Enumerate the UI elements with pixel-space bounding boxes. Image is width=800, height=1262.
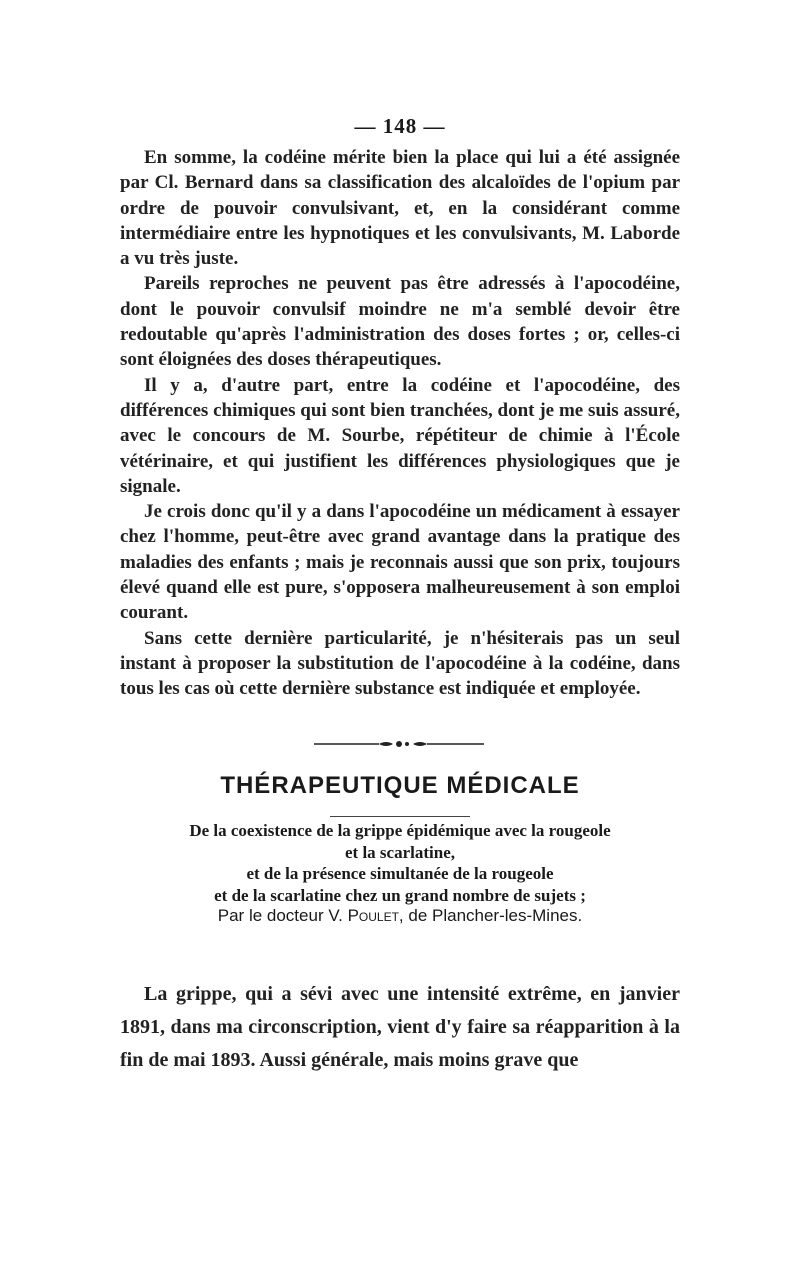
article-title-line-3: et de la présence simultanée de la rougeole — [246, 864, 554, 883]
byline — [0, 906, 800, 926]
body-text — [120, 145, 680, 702]
article-body — [120, 978, 680, 1077]
ornamental-divider — [314, 738, 484, 750]
paragraph-2: Pareils reproches ne peuvent pas être adressés à l'apocodéine, dont le pouvoir convulsif moindre ne m'a semblé devoir être redoutable qu'après l'administration des doses fortes ; or, celles-ci sont éloignées des doses thérapeutiques. — [120, 273, 680, 371]
article-title — [115, 820, 685, 906]
article-title-line-4: et de la scarlatine chez un grand nombre de sujets ; — [214, 885, 586, 905]
paragraph-5: Sans cette dernière particularité, je n'hésiterais pas un seul instant à proposer la substitution de l'apocodéine à la codéine, dans tous les cas où cette dernière substance est indiquée et employée. — [120, 627, 680, 700]
article-title-line-1: De la coexistence de la grippe épidémique avec la rougeole — [189, 821, 611, 840]
byline-prefix: Par le docteur V. — [217, 906, 343, 925]
page-number: — 148 — — [354, 114, 446, 138]
title-rule — [330, 816, 470, 817]
byline-suffix: , de Plancher-les-Mines. — [398, 906, 583, 925]
paragraph-1: En somme, la codéine mérite bien la place qui lui a été assignée par Cl. Bernard dans sa classification des alcaloïdes de l'opium par ordre de pouvoir convulsivant, et, en la considérant comme intermédiaire entre les hypnotiques et les convulsivants, M. Laborde a vu très juste. — [120, 147, 680, 270]
article-title-line-2: et la scarlatine, — [345, 842, 455, 862]
paragraph-3: Il y a, d'autre part, entre la codéine et l'apocodéine, des différences chimiques qui sont bien tranchées, dont je me suis assuré, avec le concours de M. Sourbe, répétiteur de chimie à l'École vétérinaire, et qui justifient les différences physiologiques que je signale. — [120, 374, 680, 497]
section-title: THÉRAPEUTIQUE MÉDICALE — [220, 772, 580, 799]
paragraph-4: Je crois donc qu'il y a dans l'apocodéine un médicament à essayer chez l'homme, peut-être avec grand avantage dans la pratique des maladies des enfants ; mais je reconnais aussi que son prix, toujours élevé quand elle est pure, s'opposera malheureusement à son emploi courant. — [120, 501, 680, 624]
byline-author: Poulet — [347, 906, 399, 925]
closing-paragraph: La grippe, qui a sévi avec une intensité extrême, en janvier 1891, dans ma circonscription, vient d'y faire sa réapparition à la fin de mai 1893. Aussi générale, mais moins grave que — [120, 983, 680, 1071]
